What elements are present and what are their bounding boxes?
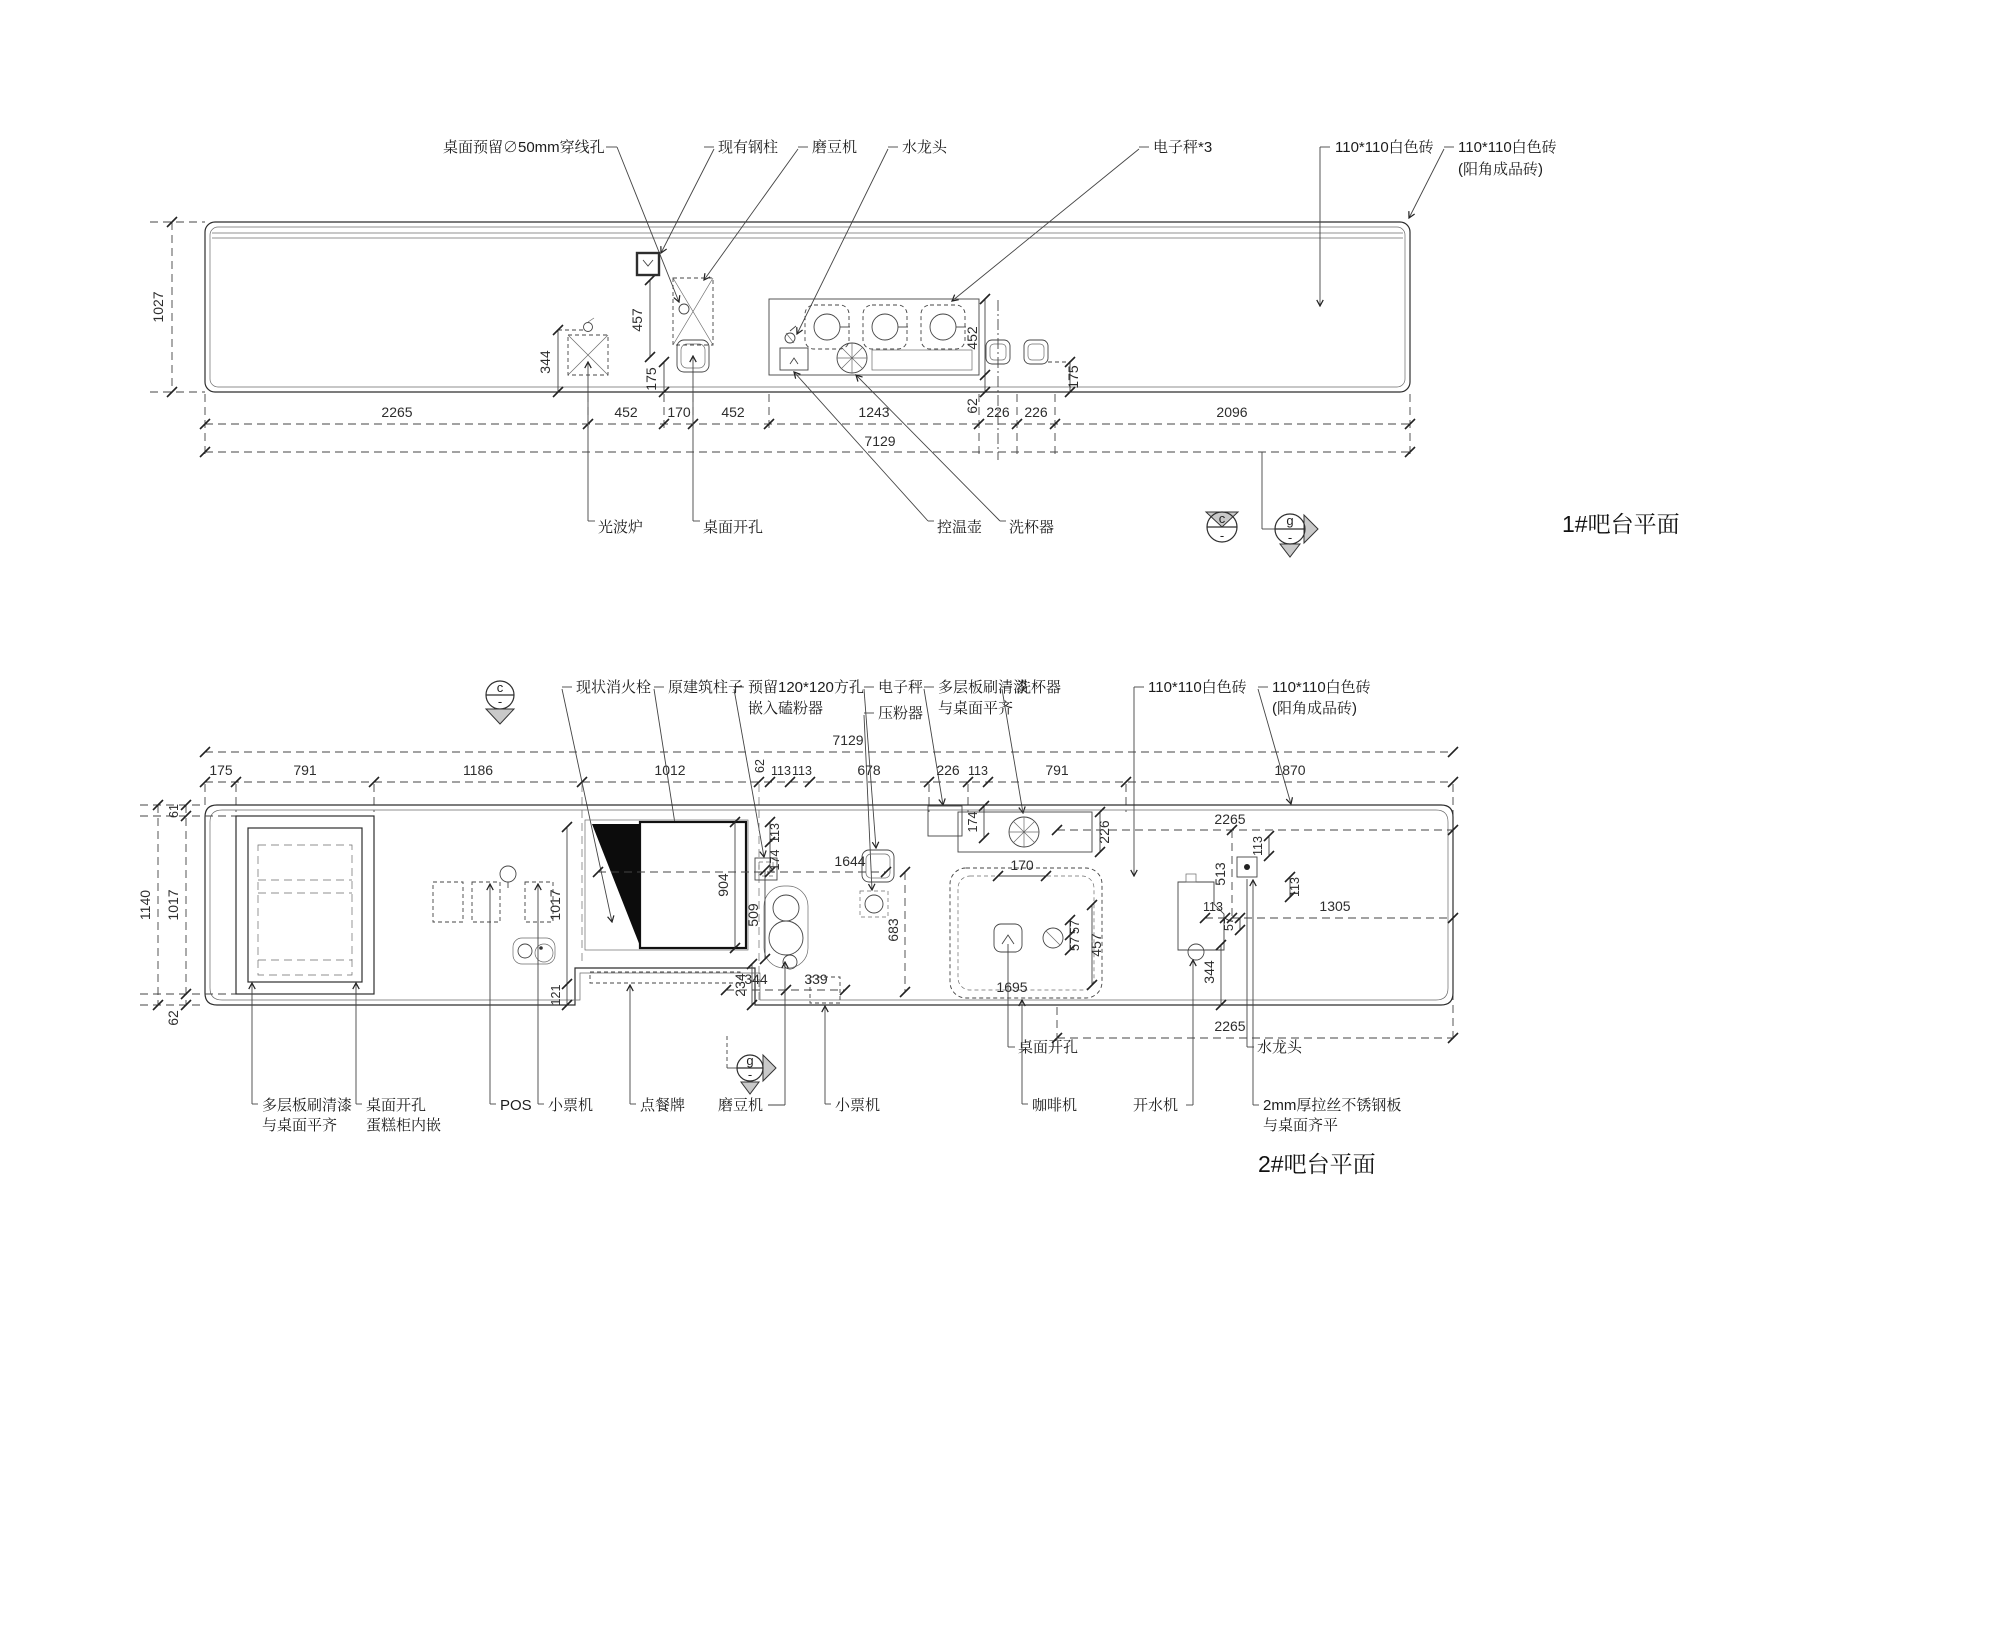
marker-sub: - bbox=[1287, 530, 1293, 545]
dim-label: 175 bbox=[209, 762, 233, 778]
dim-label: 61 bbox=[167, 804, 181, 818]
dim-175-right bbox=[1048, 357, 1081, 397]
dim-label: 62 bbox=[165, 1010, 181, 1026]
drain-grid bbox=[872, 350, 972, 370]
section-marker-g1 bbox=[1262, 452, 1318, 557]
dim-label: 113 bbox=[1288, 877, 1302, 897]
dim-label: 234 bbox=[732, 973, 748, 997]
dim-label: 226 bbox=[1096, 820, 1112, 844]
callout-label: 与桌面平齐 bbox=[938, 700, 1014, 717]
cake-cabinet bbox=[236, 816, 374, 994]
dim-label: 509 bbox=[745, 903, 761, 927]
callout-label: 与桌面平齐 bbox=[262, 1117, 338, 1134]
dim-label: 2265 bbox=[1214, 811, 1246, 827]
dim-label: 683 bbox=[885, 918, 901, 942]
callout-label: 与桌面齐平 bbox=[1263, 1117, 1339, 1134]
drawing2-title: 2#吧台平面 bbox=[1258, 1151, 1376, 1177]
dim-label: 678 bbox=[857, 762, 881, 778]
dim-label: 113 bbox=[771, 764, 791, 778]
callout-label: POS bbox=[500, 1097, 532, 1114]
callout-label: 开水机 bbox=[1133, 1097, 1179, 1114]
dim-label: 7129 bbox=[864, 433, 896, 449]
marker-sub: - bbox=[497, 694, 503, 709]
marker-letter: c bbox=[1218, 511, 1226, 526]
drawing-2 bbox=[137, 678, 1458, 1177]
dim-label: 2265 bbox=[1214, 1018, 1246, 1034]
dim-label: 452 bbox=[721, 404, 745, 420]
dim-label: 452 bbox=[614, 404, 638, 420]
pos-cluster bbox=[433, 866, 555, 964]
dim-label: 175 bbox=[1065, 365, 1081, 389]
callout-label: 桌面开孔 bbox=[703, 519, 764, 536]
dim-label: 791 bbox=[1045, 762, 1069, 778]
dim-label: 1140 bbox=[137, 889, 153, 921]
dim-1027 bbox=[150, 217, 205, 397]
dim-label: 170 bbox=[667, 404, 691, 420]
dim-label: 62 bbox=[964, 398, 980, 414]
dim-label: 1027 bbox=[150, 291, 166, 323]
dim-label: 1186 bbox=[462, 762, 494, 778]
marker-letter: g bbox=[1286, 513, 1294, 528]
section-marker-c2 bbox=[486, 680, 514, 724]
callout-label: 洗杯器 bbox=[1009, 519, 1055, 536]
callout-label: 洗杯器 bbox=[1016, 679, 1062, 696]
grinder-1 bbox=[673, 278, 713, 345]
callout-label: 桌面开孔 bbox=[1018, 1039, 1079, 1056]
dim-label: 344 bbox=[1201, 960, 1217, 984]
dim-chain-2 bbox=[200, 732, 1458, 1040]
dim-label: 175 bbox=[643, 367, 659, 391]
dim-label: 1305 bbox=[1319, 898, 1351, 914]
dim-label: 344 bbox=[744, 971, 768, 987]
callout-label: 水龙头 bbox=[902, 139, 948, 156]
dim-label: 226 bbox=[936, 762, 960, 778]
callout-label: 预留120*120方孔 bbox=[748, 679, 864, 696]
dim-label: 1017 bbox=[165, 889, 181, 921]
dim-344-1 bbox=[537, 325, 563, 397]
dim-label: 1243 bbox=[858, 404, 890, 420]
lightwave-oven bbox=[558, 318, 608, 375]
callout-label: 桌面开孔 bbox=[366, 1097, 427, 1114]
counter2-top-plan bbox=[205, 805, 1453, 1005]
callout-label: 压粉器 bbox=[878, 705, 924, 722]
scale-4 bbox=[862, 850, 894, 882]
callout-label: 110*110白色砖 bbox=[1148, 679, 1247, 696]
dim-label: 1012 bbox=[654, 762, 686, 778]
section-marker-c1 bbox=[1206, 511, 1238, 543]
dim-label: 113 bbox=[1251, 836, 1265, 856]
dim-label: 113 bbox=[768, 823, 782, 843]
marker-sub: - bbox=[747, 1067, 753, 1082]
counter1-top-plan bbox=[205, 222, 1410, 392]
callout-label: 2mm厚拉丝不锈钢板 bbox=[1263, 1097, 1402, 1114]
grinder-2 bbox=[764, 886, 808, 969]
dim-label: 113 bbox=[792, 764, 812, 778]
callout-label: 嵌入磕粉器 bbox=[748, 700, 824, 717]
callout-label: 原建筑柱子 bbox=[668, 679, 744, 696]
scale-3 bbox=[921, 305, 966, 349]
callout-label: 现状消火栓 bbox=[576, 679, 652, 696]
counter1-inner-edge bbox=[210, 227, 1405, 387]
dim-label: 457 bbox=[1088, 933, 1104, 957]
callout-label: 桌面预留∅50mm穿线孔 bbox=[443, 139, 605, 156]
dim-label: 226 bbox=[986, 404, 1010, 420]
cup-washer-1 bbox=[837, 343, 867, 373]
dim-label: 452 bbox=[964, 326, 980, 350]
plywood-board bbox=[928, 806, 962, 836]
callout-label: (阳角成品砖) bbox=[1272, 700, 1357, 717]
dim-label: 226 bbox=[1024, 404, 1048, 420]
dim-label: 1870 bbox=[1274, 762, 1306, 778]
marker-letter: c bbox=[496, 680, 504, 695]
callout-label: 110*110白色砖 bbox=[1272, 679, 1371, 696]
dim-label: 1017 bbox=[547, 889, 563, 921]
drawing-1 bbox=[150, 138, 1680, 557]
drawing1-title: 1#吧台平面 bbox=[1562, 511, 1680, 537]
steel-column bbox=[637, 253, 659, 275]
callout-label: 小票机 bbox=[835, 1097, 881, 1114]
callout-label: 咖啡机 bbox=[1032, 1097, 1078, 1114]
callout-label: 电子秤 bbox=[878, 679, 924, 696]
kettle bbox=[780, 348, 808, 370]
callout-label: 控温壶 bbox=[937, 519, 983, 536]
callout-label: 水龙头 bbox=[1257, 1039, 1303, 1056]
dim-label: 2096 bbox=[1216, 404, 1248, 420]
water-tap-2 bbox=[1237, 857, 1257, 877]
callout-label: 110*110白色砖 bbox=[1335, 139, 1434, 156]
tamper bbox=[860, 891, 888, 917]
water-boiler bbox=[1178, 874, 1224, 960]
menu-board bbox=[590, 972, 740, 983]
callout-label: 多层板刷清漆 bbox=[262, 1097, 353, 1114]
dim-label: 174 bbox=[966, 811, 980, 833]
callout-label: 多层板刷清漆 bbox=[938, 679, 1029, 696]
dim-label: 904 bbox=[715, 873, 731, 897]
dim-label: 791 bbox=[293, 762, 317, 778]
callout-label: 磨豆机 bbox=[718, 1097, 764, 1114]
callout-label: 蛋糕柜内嵌 bbox=[366, 1117, 442, 1134]
dim-label: 7129 bbox=[832, 732, 864, 748]
callout-label: 电子秤*3 bbox=[1153, 139, 1213, 156]
dim-label: 513 bbox=[1212, 862, 1228, 886]
scale-1 bbox=[805, 305, 850, 349]
dim-label: 57 bbox=[1222, 917, 1236, 931]
marker-sub: - bbox=[1219, 528, 1225, 543]
dim-label: 339 bbox=[804, 971, 828, 987]
callouts-mid-2 bbox=[1008, 879, 1303, 1056]
dim-label: 57 bbox=[1068, 937, 1082, 951]
dim-label: 113 bbox=[968, 764, 988, 778]
callout-label: 110*110白色砖 bbox=[1458, 139, 1557, 156]
dim-label: 1695 bbox=[996, 979, 1028, 995]
dim-chain-1 bbox=[200, 394, 1415, 458]
dim-label: 174 bbox=[768, 849, 782, 871]
dim-label: 57 bbox=[1068, 920, 1082, 934]
callout-label: (阳角成品砖) bbox=[1458, 161, 1543, 178]
dim-label: 62 bbox=[753, 759, 767, 773]
callout-label: 小票机 bbox=[548, 1097, 594, 1114]
scale-2 bbox=[863, 305, 908, 349]
dim-label: 121 bbox=[549, 984, 563, 1006]
callout-label: 光波炉 bbox=[598, 519, 644, 536]
dim-label: 344 bbox=[537, 350, 553, 374]
dims-left-2 bbox=[137, 800, 236, 1026]
callout-label: 现有钢柱 bbox=[718, 139, 779, 156]
dim-label: 2265 bbox=[381, 404, 413, 420]
faucet-symbol-1 bbox=[785, 326, 796, 343]
dim-175-left bbox=[643, 357, 669, 397]
callouts-top-1 bbox=[443, 138, 1557, 334]
dim-457 bbox=[629, 275, 655, 362]
dim-label: 170 bbox=[1010, 857, 1034, 873]
equipment-platform bbox=[769, 299, 979, 375]
dim-label: 113 bbox=[1203, 900, 1223, 914]
marker-letter: g bbox=[746, 1053, 754, 1068]
callout-label: 磨豆机 bbox=[812, 139, 858, 156]
section-marker-g2 bbox=[727, 1036, 776, 1094]
dim-label: 457 bbox=[629, 308, 645, 332]
dim-label: 1644 bbox=[834, 853, 866, 869]
callout-label: 点餐牌 bbox=[640, 1097, 686, 1114]
